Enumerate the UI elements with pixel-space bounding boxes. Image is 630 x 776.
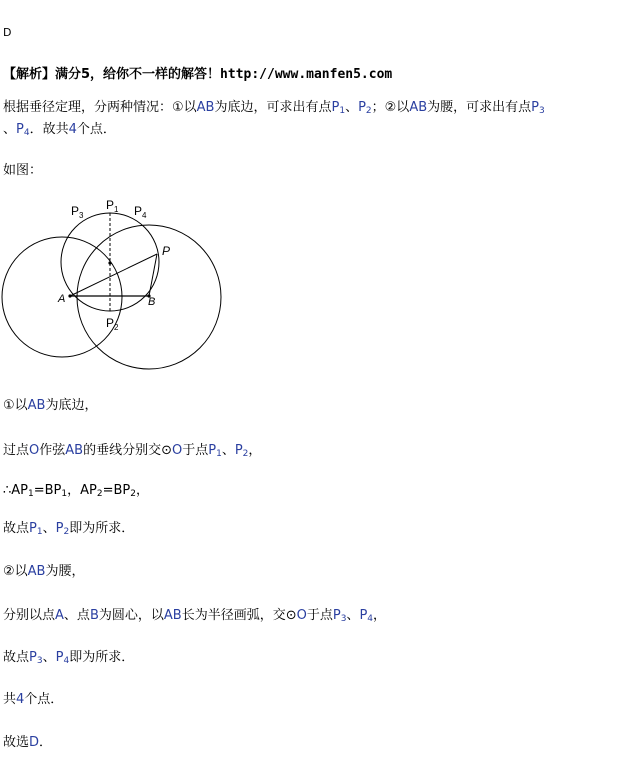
var-P4: $P_4$ [359,608,374,624]
var-O: O [296,608,307,623]
var-P2: $P_2$ [55,521,70,537]
label-p: P [162,244,171,258]
intro-text: 、 [3,122,17,137]
step-text: 故点 [3,650,30,665]
intro-text: ．故共 [29,122,69,137]
var-AB: AB [27,564,46,579]
therefore-symbol: ∴ [3,483,12,498]
figure-caption: 如图： [3,163,43,178]
step-text: ①以 [3,398,28,413]
var-4: 4 [68,122,77,137]
center-o-dot [108,261,111,264]
var-P1: $P_1$ [29,521,43,537]
var-P3: $P_3$ [29,650,43,666]
label-p4: $P_4$ [134,204,147,220]
label-b: B [148,296,156,308]
var-P3: $P_3$ [531,100,545,116]
var-D: D [29,735,40,750]
step-4 [3,521,134,540]
step-text: 即为所求． [69,521,135,536]
var-P2: $P_2$ [234,443,249,459]
segment-ap [70,254,157,296]
var-AB: AB [409,100,428,115]
step-text: 故点 [3,521,30,536]
var-4: 4 [16,692,25,707]
step-text: 为圆心，以 [98,608,164,623]
var-P3: $P_3$ [332,608,347,624]
var-AB: AB [163,608,182,623]
step-1 [3,398,97,414]
analysis-label: 【解析】满分5，给你不一样的解答！ [3,67,221,82]
var-P1: $P_1$ [331,100,346,116]
step-9 [3,735,52,751]
label-a: A [58,293,66,305]
var-O: O [171,443,183,458]
step-text: 为底边， [45,398,98,413]
step-text: 、 [346,608,360,623]
var-A: A [55,608,64,623]
step-text: 的垂线分别交⊙ [83,443,172,458]
step-text: 共 [3,692,17,707]
step-text: ． [39,735,53,750]
step-text: 、 [42,521,56,536]
var-AB: AB [27,398,46,413]
step-text: 分别以点 [3,608,56,623]
step-3 [3,483,149,502]
intro-text: 为底边，可求出有点 [214,100,332,115]
step-text: 、 [42,650,56,665]
geometry-figure [0,195,225,380]
point-a-dot [68,294,71,297]
intro-text: 为腰，可求出有点 [427,100,532,115]
step-text: ， [136,483,150,498]
step-text: 、 [221,443,235,458]
var-AB: AB [196,100,215,115]
step-text: 、点 [63,608,90,623]
step-text: 即为所求． [69,650,135,665]
step-text: ②以 [3,564,28,579]
step-5 [3,564,84,580]
intro-line-1 [3,100,545,119]
step-text: 长为半径画弧，交⊙ [181,608,297,623]
segment-bp [149,254,157,296]
step-7 [3,650,134,669]
step-6 [3,608,386,627]
var-B: B [89,608,99,623]
intro-text: 、 [345,100,359,115]
eq-ap2-bp2: $AP_2=BP_2$ [80,483,137,499]
intro-text: ；②以 [371,100,410,115]
step-text: 于点 [182,443,209,458]
step-text: 过点 [3,443,30,458]
eq-ap1-bp1: $AP_1=BP_1$ [11,483,68,499]
var-O: O [29,443,40,458]
var-P1: $P_1$ [208,443,222,459]
intro-text: 个点． [76,122,116,137]
step-text: ， [373,608,387,623]
step-text: 故选 [3,735,30,750]
intro-text: 根据垂径定理，分两种情况：①以 [3,100,197,115]
var-P4: $P_4$ [55,650,70,666]
solution-header [3,63,392,82]
answer-letter: D [3,26,12,39]
step-8 [3,692,63,708]
step-text: 作弦 [39,443,66,458]
step-text: 个点． [24,692,64,707]
step-text: ， [248,443,262,458]
step-2 [3,443,261,462]
var-AB: AB [65,443,84,458]
label-p3: $P_3$ [71,204,84,220]
var-P2: $P_2$ [358,100,372,116]
label-p1: $P_1$ [106,198,119,214]
intro-line-2 [3,122,116,141]
label-p2: $P_2$ [106,316,119,332]
var-P4: $P_4$ [16,122,30,138]
step-text: 于点 [306,608,333,623]
step-text: 为腰， [45,564,85,579]
step-text: ， [67,483,81,498]
site-link[interactable]: http://www.manfen5.com [220,67,393,82]
